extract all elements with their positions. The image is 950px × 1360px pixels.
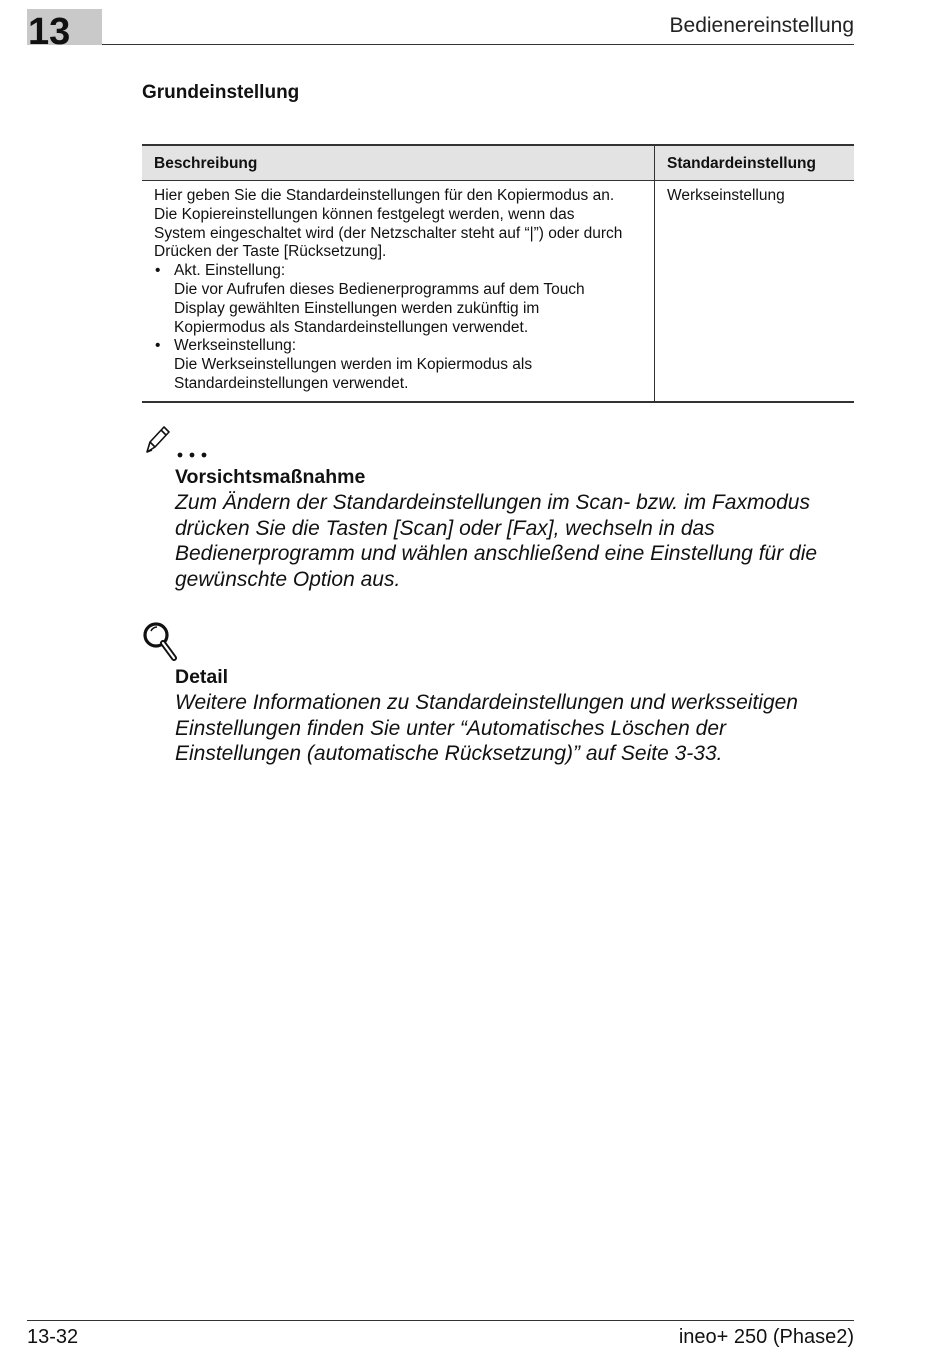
note-heading: Vorsichtsmaßnahme — [175, 466, 366, 488]
column-header-description: Beschreibung — [142, 145, 655, 181]
description-line: Drücken der Taste [Rücksetzung]. — [154, 243, 387, 261]
note-body — [175, 690, 845, 767]
footer-divider — [27, 1320, 854, 1321]
bullet-label: Werkseinstellung: — [174, 337, 297, 355]
bullet-icon: • — [155, 337, 161, 355]
bullet-text-line: Standardeinstellungen verwendet. — [174, 374, 409, 392]
bullet-text-line: Display gewählten Einstellungen werden zukünftig im — [174, 299, 540, 317]
section-title: Grundeinstellung — [142, 82, 300, 103]
note-line: Einstellungen finden Sie unter “Automatisches Löschen der — [175, 716, 727, 740]
default-value-cell: Werkseinstellung — [655, 181, 855, 402]
running-header-title: Bedienereinstellung — [669, 14, 854, 37]
page-number: 13-32 — [27, 1326, 79, 1348]
note-line: Zum Ändern der Standardeinstellungen im Scan- bzw. im Faxmodus — [175, 491, 810, 514]
note-line: Einstellungen (automatische Rücksetzung)” auf Seite 3-33. — [175, 742, 723, 766]
note-line: gewünschte Option aus. — [175, 568, 401, 592]
table-header-row — [142, 145, 854, 181]
pencil-note-icon — [142, 422, 214, 469]
description-line: System eingeschaltet wird (der Netzschalter steht auf “|”) oder durch — [154, 224, 623, 242]
column-header-default: Standardeinstellung — [655, 145, 855, 181]
note-heading: Detail — [175, 666, 229, 688]
detail-note — [142, 620, 854, 780]
bullet-text-line: Die vor Aufrufen dieses Bedienerprogramms auf dem Touch — [174, 280, 585, 298]
description-line: Die Kopiereinstellungen können festgelegt werden, wenn das — [154, 205, 575, 223]
bullet-current-setting — [154, 262, 642, 337]
description-cell — [142, 181, 655, 402]
bullet-text-line: Die Werkseinstellungen werden im Kopiermodus als — [174, 356, 533, 374]
table-row — [142, 181, 854, 402]
chapter-number: 13 — [28, 11, 71, 53]
bullet-label: Akt. Einstellung: — [174, 262, 286, 280]
note-body — [175, 490, 845, 593]
note-line: Weitere Informationen zu Standardeinstellungen und werksseitigen — [175, 691, 798, 714]
magnifier-icon — [142, 620, 182, 669]
product-name: ineo+ 250 (Phase2) — [678, 1326, 854, 1348]
note-line: drücken Sie die Tasten [Scan] oder [Fax], wechseln in das — [175, 516, 715, 540]
settings-table — [142, 144, 854, 403]
header-divider — [102, 44, 854, 45]
note-line: Bedienerprogramm und wählen anschließend eine Einstellung für die — [175, 542, 818, 566]
bullet-icon: • — [155, 262, 161, 280]
description-line: Hier geben Sie die Standardeinstellungen für den Kopiermodus an. — [154, 187, 615, 204]
bullet-factory-setting — [154, 337, 642, 393]
bullet-text-line: Kopiermodus als Standardeinstellungen verwendet. — [174, 318, 529, 336]
caution-note — [142, 420, 854, 600]
